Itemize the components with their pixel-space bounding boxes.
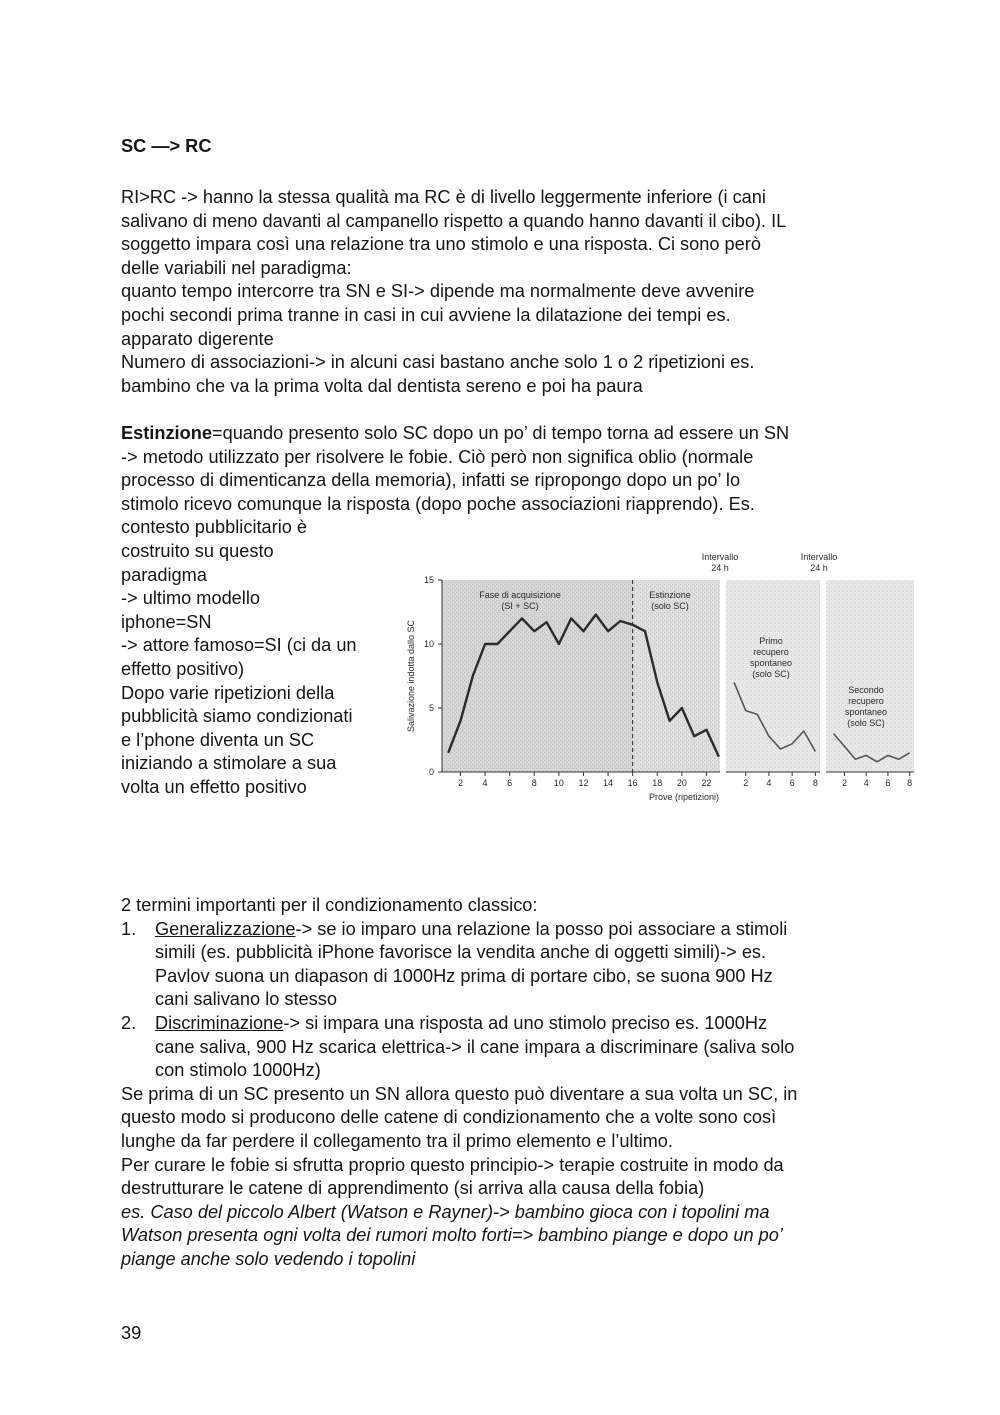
recovery-label: recupero bbox=[753, 647, 789, 657]
interval-label: Intervallo bbox=[800, 552, 838, 562]
text-line: effetto positivo) bbox=[121, 658, 245, 679]
x-tick-label: 12 bbox=[578, 778, 589, 788]
term-discriminazione: Discriminazione bbox=[155, 1012, 284, 1033]
x-tick-label: 4 bbox=[766, 778, 772, 788]
text-line: questo modo si producono delle catene di condizionamento che a volte sono così bbox=[121, 1107, 777, 1128]
x-tick-label: 18 bbox=[652, 778, 663, 788]
interval-label: 24 h bbox=[810, 563, 828, 573]
y-tick-label: 10 bbox=[423, 639, 434, 649]
paragraph-conditioned-response bbox=[121, 186, 786, 398]
text-line: -> ultimo modello bbox=[121, 588, 260, 609]
text-line: 2 termini importanti per il condizionamento classico: bbox=[121, 895, 538, 915]
x-tick-label: 8 bbox=[531, 778, 537, 788]
y-tick-label: 0 bbox=[428, 767, 434, 777]
text-line: apparato digerente bbox=[121, 328, 274, 349]
text-line: soggetto impara così una relazione tra uno stimolo e una risposta. Ci sono però bbox=[121, 234, 761, 255]
text-line-italic: es. Caso del piccolo Albert (Watson e Rayner)-> bambino gioca con i topolini ma bbox=[121, 1201, 770, 1222]
list-number: 1. bbox=[121, 918, 137, 939]
recovery-label: spontaneo bbox=[844, 707, 888, 717]
text-line: bambino che va la prima volta dal dentista sereno e poi ha paura bbox=[121, 375, 643, 396]
text-line: iphone=SN bbox=[121, 611, 212, 632]
x-tick-label: 4 bbox=[482, 778, 488, 788]
x-tick-label: 6 bbox=[885, 778, 891, 788]
text-line-italic: Watson presenta ogni volta dei rumori molto forti=> bambino piange e dopo un po’ bbox=[121, 1225, 783, 1246]
phase-label: Estinzione bbox=[649, 590, 691, 600]
chart-panel-bg bbox=[826, 580, 914, 772]
x-tick-label: 6 bbox=[789, 778, 795, 788]
y-axis-label: Salivazione indotta dallo SC bbox=[406, 619, 416, 733]
text-line: destrutturare le catene di apprendimento (si arriva alla causa della fobia) bbox=[121, 1178, 705, 1199]
recovery-label: Primo bbox=[759, 636, 783, 646]
x-tick-label: 8 bbox=[907, 778, 913, 788]
text-line: paradigma bbox=[121, 564, 207, 585]
text-line: delle variabili nel paradigma: bbox=[121, 257, 352, 278]
x-axis-label: Prove (ripetizioni) bbox=[648, 792, 720, 802]
text-line: stimolo ricevo comunque la risposta (dopo poche associazioni riapprendo). Es. bbox=[121, 493, 755, 514]
phase-label: (SI + SC) bbox=[501, 601, 539, 611]
x-tick-label: 8 bbox=[812, 778, 818, 788]
phase-label: Fase di acquisizione bbox=[479, 590, 561, 600]
text-line: simili (es. pubblicità iPhone favorisce la vendita anche di oggetti simili)-> es. bbox=[155, 942, 767, 963]
x-tick-label: 14 bbox=[603, 778, 614, 788]
x-tick-label: 2 bbox=[743, 778, 749, 788]
list-number: 2. bbox=[121, 1012, 137, 1033]
y-tick-label: 5 bbox=[428, 703, 434, 713]
recovery-label: recupero bbox=[848, 696, 884, 706]
interval-label: Intervallo bbox=[701, 552, 739, 562]
text-line: cane saliva, 900 Hz scarica elettrica-> il cane impara a discriminare (saliva solo bbox=[155, 1036, 795, 1057]
list-item-generalization bbox=[121, 918, 797, 942]
text-line: Per curare le fobie si sfrutta proprio questo principio-> terapie costruite in modo da bbox=[121, 1154, 784, 1175]
x-tick-label: 4 bbox=[863, 778, 869, 788]
text-line: Pavlov suona un diapason di 1000Hz prima di portare cibo, se suona 900 Hz bbox=[155, 965, 773, 986]
x-tick-label: 22 bbox=[701, 778, 712, 788]
section-two bbox=[121, 894, 797, 1272]
text-line: pubblicità siamo condizionati bbox=[121, 706, 353, 727]
text-line: costruito su questo bbox=[121, 540, 274, 561]
text-line: salivano di meno davanti al campanello rispetto a quando hanno davanti il cibo). IL bbox=[121, 210, 787, 231]
text-span: -> se io imparo una relazione la posso poi associare a stimoli bbox=[295, 918, 788, 939]
text-line: volta un effetto positivo bbox=[121, 776, 307, 797]
salivation-chart bbox=[398, 546, 928, 808]
x-tick-label: 10 bbox=[553, 778, 564, 788]
interval-label: 24 h bbox=[711, 563, 729, 573]
x-tick-label: 2 bbox=[841, 778, 847, 788]
term-generalizzazione: Generalizzazione bbox=[155, 918, 296, 939]
x-tick-label: 2 bbox=[457, 778, 463, 788]
text-line: RI>RC -> hanno la stessa qualità ma RC è di livello leggermente inferiore (i cani bbox=[121, 187, 766, 207]
section-heading: SC —> RC bbox=[121, 136, 212, 156]
text-span: =quando presento solo SC dopo un po’ di tempo torna ad essere un SN bbox=[211, 423, 790, 443]
text-line: Se prima di un SC presento un SN allora questo può diventare a sua volta un SC, in bbox=[121, 1083, 798, 1104]
text-line: Dopo varie ripetizioni della bbox=[121, 682, 335, 703]
text-line-italic: piange anche solo vedendo i topolini bbox=[121, 1248, 416, 1269]
text-line: -> attore famoso=SI (ci da un bbox=[121, 635, 357, 656]
text-line: pochi secondi prima tranne in casi in cui avviene la dilatazione dei tempi es. bbox=[121, 304, 731, 325]
recovery-label: (solo SC) bbox=[847, 718, 885, 728]
text-line: cani salivano lo stesso bbox=[155, 989, 337, 1010]
x-tick-label: 20 bbox=[676, 778, 687, 788]
text-line: lunghe da far perdere il collegamento tra il primo elemento e l’ultimo. bbox=[121, 1130, 673, 1151]
text-line: iniziando a stimolare a sua bbox=[121, 753, 337, 774]
text-line: con stimolo 1000Hz) bbox=[155, 1060, 321, 1081]
text-line: Numero di associazioni-> in alcuni casi bastano anche solo 1 o 2 ripetizioni es. bbox=[121, 352, 755, 373]
text-span: -> si impara una risposta ad uno stimolo preciso es. 1000Hz bbox=[283, 1012, 768, 1033]
phase-label: (solo SC) bbox=[651, 601, 689, 611]
x-tick-label: 6 bbox=[507, 778, 513, 788]
recovery-label: (solo SC) bbox=[752, 669, 790, 679]
term-estinzione: Estinzione bbox=[121, 423, 212, 443]
text-line: -> metodo utilizzato per risolvere le fobie. Ciò però non significa oblio (normale bbox=[121, 446, 754, 467]
x-tick-label: 16 bbox=[627, 778, 638, 788]
list-item-discrimination bbox=[121, 1012, 797, 1036]
text-line: e l’phone diventa un SC bbox=[121, 729, 315, 750]
page-number: 39 bbox=[121, 1323, 142, 1343]
recovery-label: Secondo bbox=[848, 685, 884, 695]
text-line: quanto tempo intercorre tra SN e SI-> dipende ma normalmente deve avvenire bbox=[121, 281, 755, 302]
y-tick-label: 15 bbox=[423, 575, 434, 585]
text-line: processo di dimenticanza della memoria), infatti se ripropongo dopo un po’ lo bbox=[121, 470, 741, 491]
text-line bbox=[121, 422, 789, 446]
recovery-label: spontaneo bbox=[749, 658, 793, 668]
text-line: contesto pubblicitario è bbox=[121, 517, 308, 538]
